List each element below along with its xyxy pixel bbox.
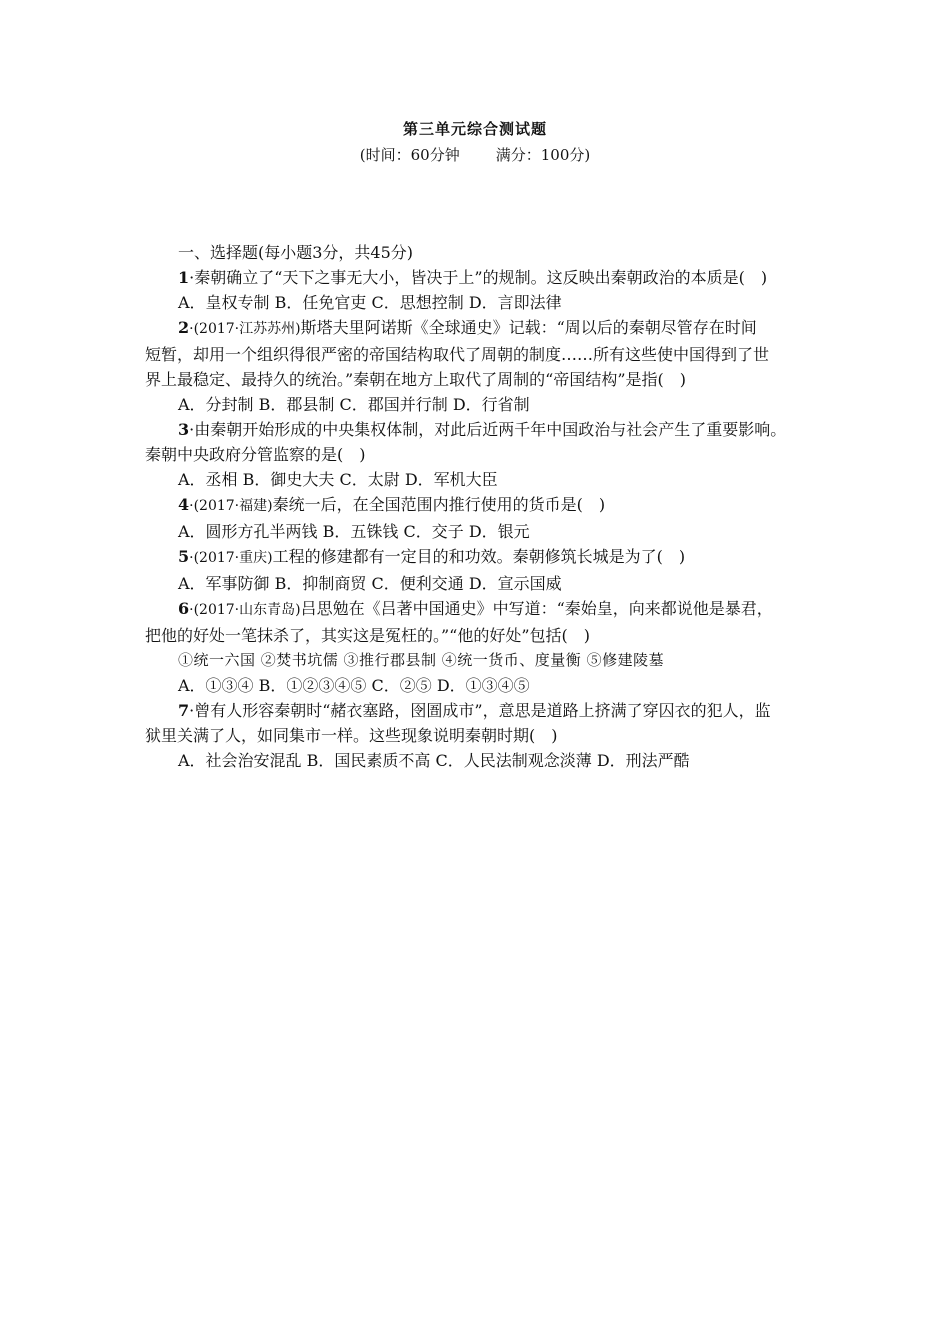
section-heading: 一、选择题(每小题3分，共45分) [178, 243, 414, 262]
question-text-line: 把他的好处一笔抹杀了，其实这是冤枉的。”“他的好处”包括( ) [145, 626, 591, 645]
question-5-options: A．军事防御 B．抑制商贸 C．便利交通 D．宣示国威 [178, 574, 562, 593]
question-source: ·(2017·福建) [189, 498, 273, 514]
question-6-statements: ①统一六国 ②焚书坑儒 ③推行郡县制 ④统一货币、度量衡 ⑤修建陵墓 [178, 651, 665, 669]
question-3-stem [145, 417, 825, 442]
question-text: ·曾有人形容秦朝时“赭衣塞路，囹圄成市”，意思是道路上挤满了穿囚衣的犯人，监 [189, 701, 771, 720]
question-text-line: 界上最稳定、最持久的统治。”秦朝在地方上取代了周制的“帝国结构”是指( ) [145, 370, 687, 389]
question-text: ·秦朝确立了“天下之事无大小，皆决于上”的规制。这反映出秦朝政治的本质是( ) [189, 268, 768, 287]
question-4-options: A．圆形方孔半两钱 B．五铢钱 C．交子 D．银元 [178, 522, 530, 541]
question-6-stem [145, 596, 825, 623]
question-source: ·(2017·江苏苏州) [189, 321, 301, 337]
question-2-options: A．分封制 B．郡县制 C．郡国并行制 D．行省制 [178, 395, 530, 414]
question-number: 2 [178, 318, 190, 337]
question-7-options: A．社会治安混乱 B．国民素质不高 C．人民法制观念淡薄 D．刑法严酷 [178, 751, 690, 770]
question-text: 工程的修建都有一定目的和功效。秦朝修筑长城是为了( ) [272, 547, 686, 566]
page-title: 第三单元综合测试题 [402, 120, 547, 138]
question-text: 秦统一后，在全国范围内推行使用的货币是( ) [272, 495, 606, 514]
question-source: ·(2017·重庆) [189, 550, 273, 566]
question-number: 3 [178, 420, 190, 439]
question-1-stem [145, 265, 825, 290]
exam-info [0, 144, 950, 165]
question-text: 吕思勉在《吕著中国通史》中写道：“秦始皇，向来都说他是暴君， [300, 599, 773, 618]
question-text: ·由秦朝开始形成的中央集权体制，对此后近两千年中国政治与社会产生了重要影响。 [189, 420, 787, 439]
question-number: 5 [178, 547, 190, 566]
question-text-line: 短暂，却用一个组织得很严密的帝国结构取代了周朝的制度……所有这些使中国得到了世 [145, 345, 770, 364]
question-text: 斯塔夫里阿诺斯《全球通史》记载：“周以后的秦朝尽管存在时间 [300, 318, 757, 337]
question-section [145, 240, 825, 773]
question-5-stem [145, 544, 825, 571]
full-score: 满分：100分) [495, 146, 591, 164]
time-limit: (时间：60分钟 [359, 146, 460, 164]
question-4-stem [145, 492, 825, 519]
question-number: 6 [178, 599, 190, 618]
question-text-line: 狱里关满了人，如同集市一样。这些现象说明秦朝时期( ) [145, 726, 558, 745]
question-1-options: A．皇权专制 B．任免官吏 C．思想控制 D．言即法律 [178, 293, 562, 312]
question-6-options: A．①③④ B．①②③④⑤ C．②⑤ D．①③④⑤ [178, 676, 530, 695]
question-source: ·(2017·山东青岛) [189, 602, 301, 618]
question-number: 4 [178, 495, 190, 514]
question-2-stem [145, 315, 825, 342]
question-text-line: 秦朝中央政府分管监察的是( ) [145, 445, 366, 464]
question-3-options: A．丞相 B．御史大夫 C．太尉 D．军机大臣 [178, 470, 498, 489]
question-7-stem [145, 698, 825, 723]
question-number: 7 [178, 701, 190, 720]
question-number: 1 [178, 268, 190, 287]
